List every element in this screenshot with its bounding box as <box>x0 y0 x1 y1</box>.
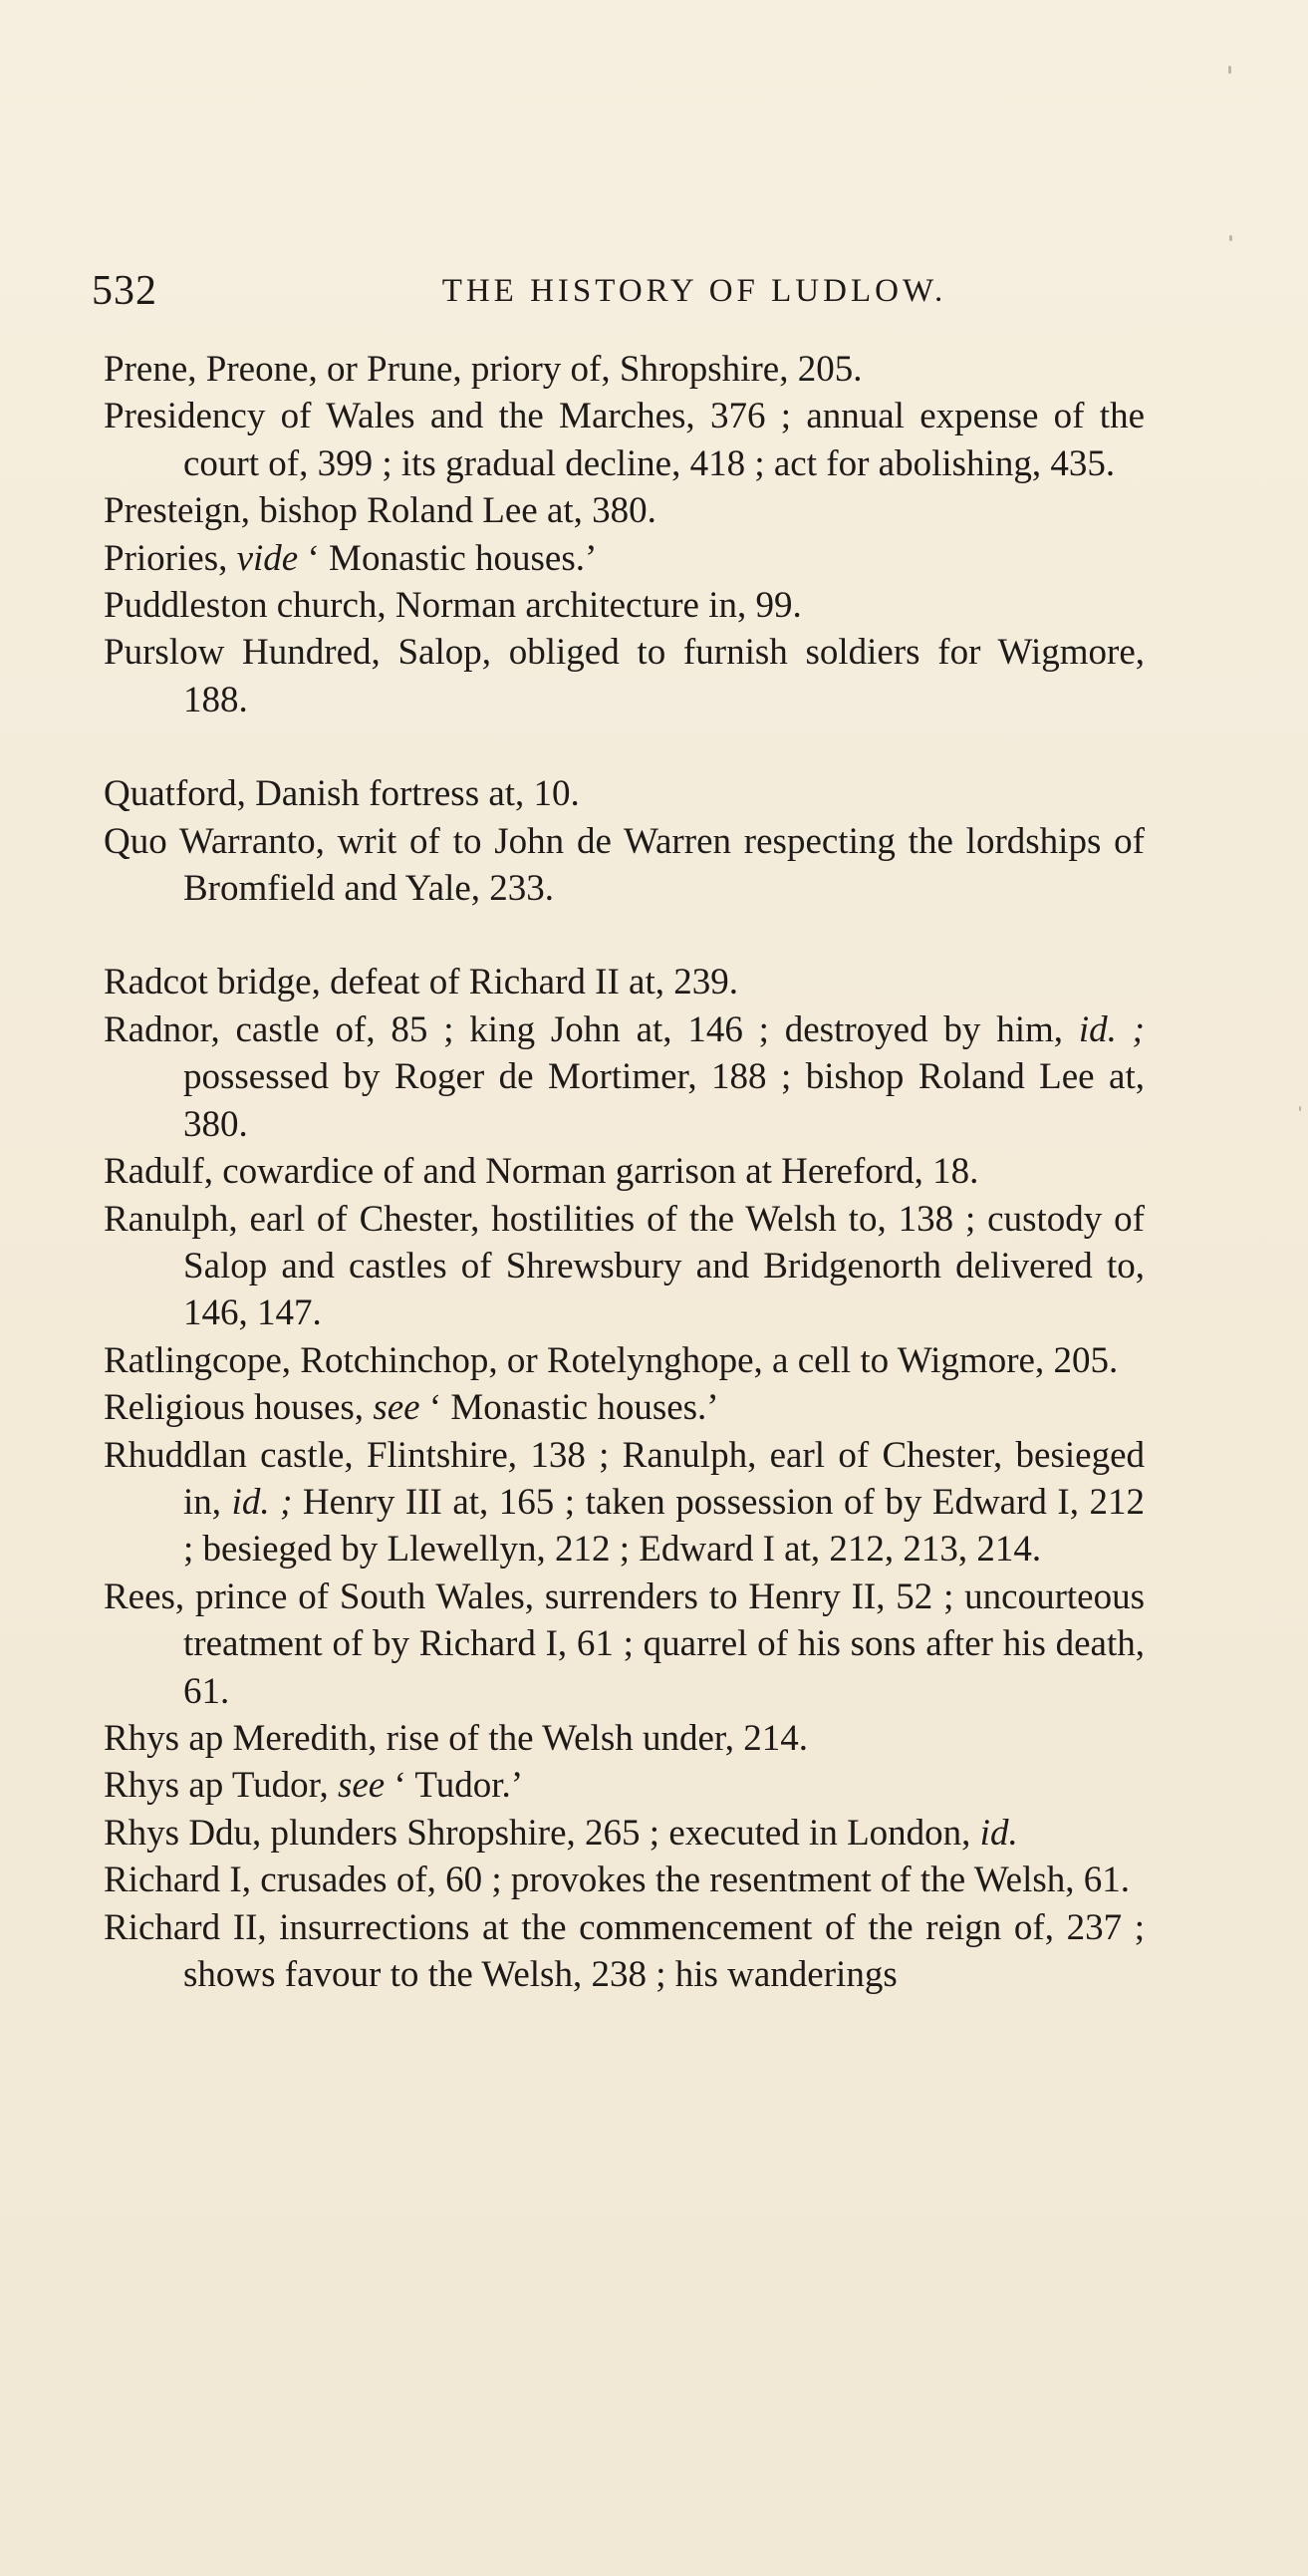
index-entry: Presidency of Wales and the Marches, 376 ; annual expense of the court of, 399 ; its gradual decline, 418 ; act for abolishing, 435. <box>104 396 1145 484</box>
index-entry: Presteign, bishop Roland Lee at, 380. <box>104 490 656 532</box>
running-head <box>92 261 1237 321</box>
index-entry: Rhys ap Tudor, see ‘ Tudor.’ <box>104 1765 524 1807</box>
paper-speck <box>1228 66 1231 74</box>
page-number: 532 <box>92 268 157 314</box>
index-entry: Prene, Preone, or Prune, priory of, Shropshire, 205. <box>104 349 863 390</box>
index-entry: Rees, prince of South Wales, surrenders to Henry II, 52 ; uncourteous treatment of by Richard I, 61 ; quarrel of his sons after his death, 61. <box>104 1575 1145 1712</box>
index-entry: Ranulph, earl of Chester, hostilities of the Welsh to, 138 ; custody of Salop and castles of Shrewsbury and Bridgenorth delivered to, 146, 147. <box>104 1198 1145 1334</box>
paper-speck <box>1299 1106 1301 1111</box>
index-entry: Radnor, castle of, 85 ; king John at, 146 ; destroyed by him, id. ; possessed by Roger de Mortimer, 188 ; bishop Roland Lee at, 380. <box>104 1008 1145 1145</box>
index-entry: Quatford, Danish fortress at, 10. <box>104 773 580 815</box>
index-entry: Rhys Ddu, plunders Shropshire, 265 ; executed in London, id. <box>104 1812 1018 1854</box>
index-entry: Purslow Hundred, Salop, obliged to furnish soldiers for Wigmore, 188. <box>104 632 1145 720</box>
section-break <box>104 912 1145 959</box>
paper-speck <box>1229 235 1232 241</box>
index-entry: Radcot bridge, defeat of Richard II at, 239. <box>104 962 738 1003</box>
index-entry: Richard II, insurrections at the commencement of the reign of, 237 ; shows favour to the Welsh, 238 ; his wanderings <box>104 1906 1145 1995</box>
index-entry: Ratlingcope, Rotchinchop, or Rotelynghope, a cell to Wigmore, 205. <box>104 1339 1119 1381</box>
index-entry: Rhuddlan castle, Flintshire, 138 ; Ranulph, earl of Chester, besieged in, id. ; Henry III at, 165 ; taken possession of by Edward I, 212 ; besieged by Llewellyn, 212 ; Edward I at, 212, 213, 214. <box>104 1434 1145 1571</box>
book-title: THE HISTORY OF LUDLOW. <box>441 273 947 309</box>
section-break <box>104 723 1145 770</box>
index-entry: Priories, vide ‘ Monastic houses.’ <box>104 537 598 579</box>
index-entry: Puddleston church, Norman architecture in, 99. <box>104 585 802 627</box>
index-entry: Religious houses, see ‘ Monastic houses.’ <box>104 1387 719 1429</box>
index-entry: Radulf, cowardice of and Norman garrison at Hereford, 18. <box>104 1151 979 1193</box>
index-entry: Rhys ap Meredith, rise of the Welsh under, 214. <box>104 1717 808 1759</box>
index-entry: Quo Warranto, writ of to John de Warren respecting the lordships of Bromfield and Yale, 233. <box>104 820 1145 910</box>
index-content <box>104 346 1145 1998</box>
index-entry: Richard I, crusades of, 60 ; provokes the resentment of the Welsh, 61. <box>104 1860 1131 1901</box>
